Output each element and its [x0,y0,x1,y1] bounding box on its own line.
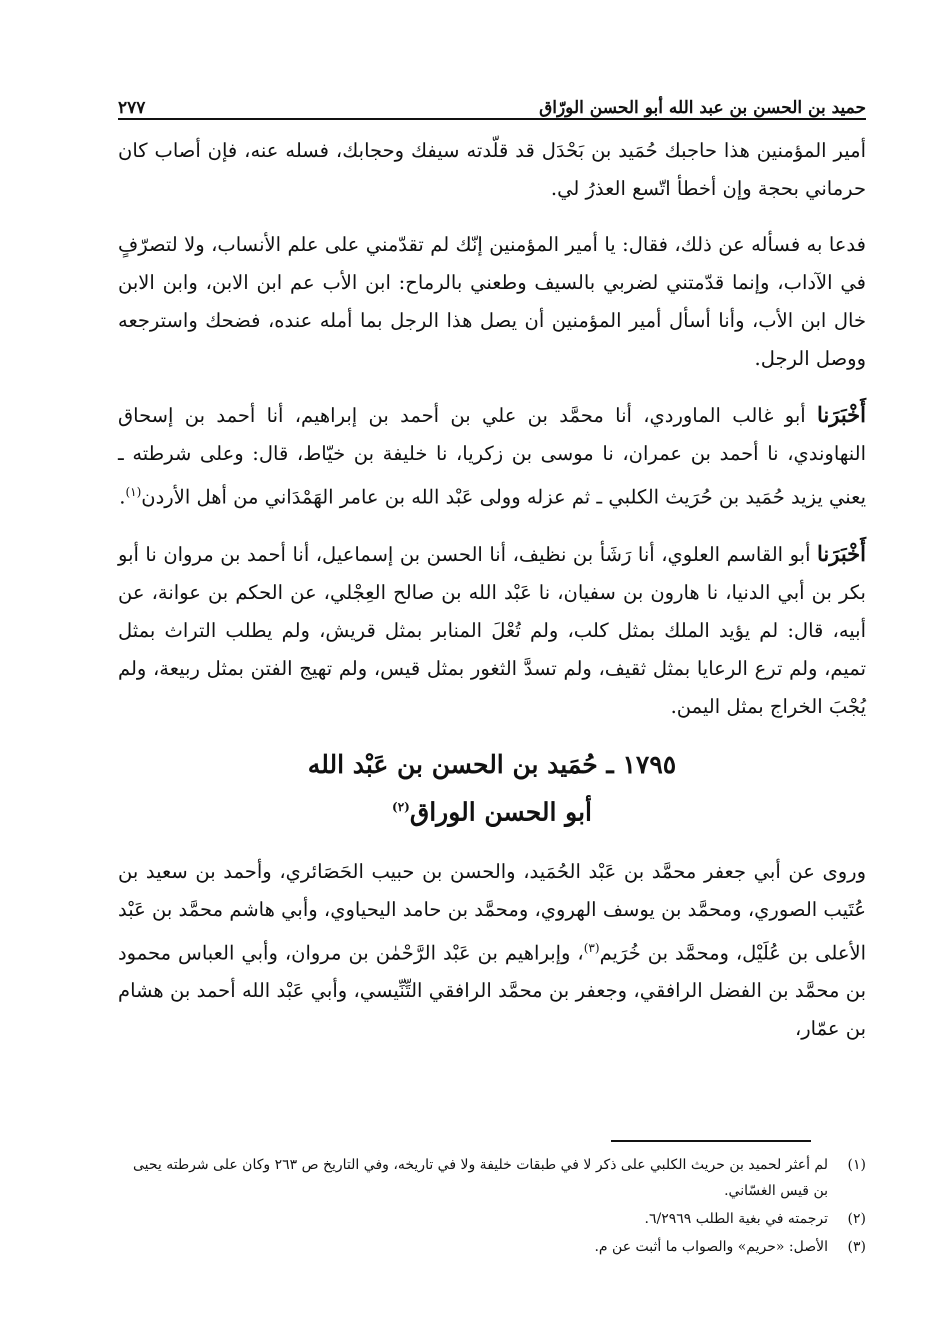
paragraph-text: وروى عن أبي جعفر محمَّد بن عَبْد الحُمَيد، والحسن بن حبيب الحَصَائري، وأحمد بن سعيد بن عُتَيب الصوري، ومحمَّد بن يوسف الهروي، ومحمَّد بن حامد اليحياوي، وأبي هاشم محمَّد بن عَبْد الأعلى بن عُلَيْل، ومحمَّد بن خُرَيم [118,859,866,965]
footnote-rule [611,1140,811,1142]
footnote-2 [118,1206,866,1232]
footnote-number: (٢) [847,1211,866,1227]
main-text [118,132,866,1066]
page-number: ٢٧٧ [118,98,146,118]
paragraph-text-continued: ، وإبراهيم بن عَبْد الرَّحْمٰن بن مروان، وأبي العباس محمود بن محمَّد بن الفضل الرافقي، وجعفر بن محمَّد الرافقي التِّنِّيسي، وأبي عَبْد الله أحمد بن هشام بن عمّار، [118,941,866,1041]
paragraph-text: أمير المؤمنين هذا حاجبك حُمَيد بن بَحْدَل قد قلّدته سيفك وحجابك، فسله عنه، فإن أصاب كان حرماني بحجة وإن أخطأ اتّسع العذرُ لي. [118,139,866,200]
footnote-1 [118,1152,866,1204]
footnote-number: (١) [847,1157,866,1173]
running-title: حميد بن الحسن بن عبد الله أبو الحسن الورّاق [539,98,866,118]
chapter-title-line-1: ١٧٩٥ ـ حُمَيد بن الحسن بن عَبْد الله [307,749,677,779]
paragraph-lead: أَخْبَرَنا [817,540,866,566]
paragraph-text: فدعا به فسأله عن ذلك، فقال: يا أمير المؤمنين إنّك لم تقدّمني على علم الأنساب، ولا لتصرّفٍ في الآداب، وإنما قدّمتني لضربي بالسيف وطعني بالرماح: ابن الأب عم ابن الابن، وابن الابن خال ابن الأب، وأنا أسأل أمير المؤمنين أن يصل هذا الرجل بما أمله عنده، فضحك واسترجعه ووصل الرجل. [118,233,866,370]
chapter-heading [118,744,866,833]
paragraph-tail: . [119,485,126,509]
paragraph-lead: أَخْبَرَنا [817,402,866,427]
footnotes [118,1152,866,1262]
header-rule [118,118,866,120]
footnote-ref: (٣) [583,940,600,955]
closing-paragraph [118,853,866,1049]
footnote-3 [118,1234,866,1260]
paragraph-3 [118,396,866,517]
paragraph-text: أبو القاسم العلوي، أنا رَشَأ بن نظيف، أنا الحسن بن إسماعيل، أنا أحمد بن مروان نا أبو بكر بن أبي الدنيا، نا هارون بن سفيان، نا عَبْد الله بن صالح العِجْلي، عن الحكم بن عوانة، عن أبيه، قال: لم يؤيد الملك بمثل كلب، ولم تُعْلَ المنابر بمثل قريش، ولم يطلب التراث بمثل تميم، ولم ترع الرعايا بمثل ثقيف، ولم تسدَّ الثغور بمثل قيس، ولم تهيج الفتن بمثل ربيعة، ولم يُجْبَ الخراج بمثل اليمن. [118,542,866,718]
chapter-title-line-2 [118,786,866,833]
paragraph-4 [118,535,866,726]
footnote-ref: (٢) [392,799,410,814]
paragraph-1 [118,132,866,208]
footnote-ref: (١) [125,485,142,499]
footnote-text: ترجمته في بغية الطلب ٦/٢٩٦٩. [644,1211,828,1227]
footnote-text: الأصل: «حريم» والصواب ما أثبت عن م. [594,1239,828,1255]
footnote-number: (٣) [847,1239,866,1255]
footnote-text: لم أعثر لحميد بن حريث الكلبي على ذكر لا في طبقات خليفة ولا في تاريخه، وفي التاريخ ص ٢٦٣ وكان على شرطته يحيى بن قيس الغسّاني. [133,1157,828,1199]
paragraph-2 [118,226,866,378]
paragraph-text: أبو غالب الماوردي، أنا محمَّد بن علي بن أحمد بن إبراهيم، أنا أحمد بن إسحاق النهاوندي، نا أحمد بن عمران، نا موسى بن زكريا، نا خليفة بن خيّاط، قال: وعلى شرطته ـ يعني يزيد حُمَيد بن حُرَيث الكلبي ـ ثم عزله وولى عَبْد الله بن عامر الهَمْدَاني من أهل الأردن [118,404,866,509]
page-header [118,78,866,118]
chapter-subtitle: أبو الحسن الوراق [409,796,592,826]
